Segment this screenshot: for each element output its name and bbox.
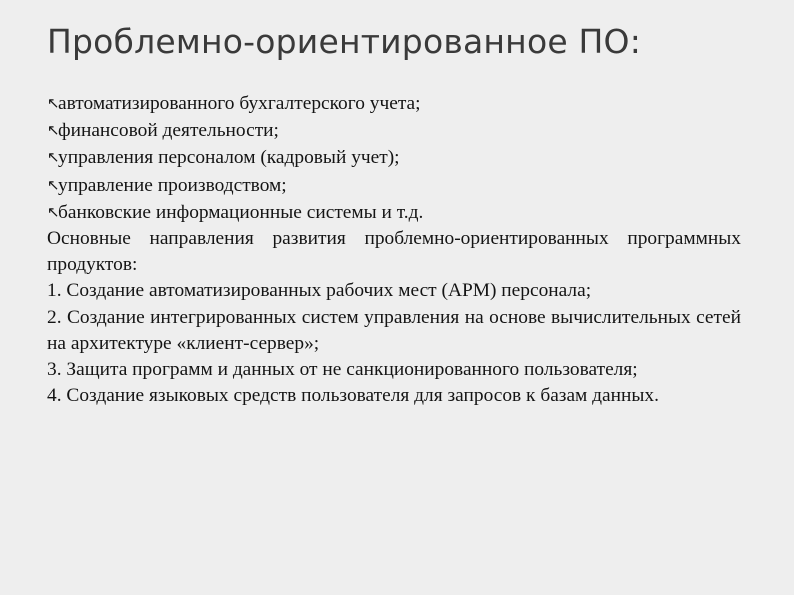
paragraph-directions-intro: Основные направления развития проблемно-ориентированных программных продуктов:	[47, 228, 741, 276]
bullet-text: финансовой деятельности;	[58, 120, 279, 142]
bullet-item	[47, 117, 741, 144]
arrow-bullet-icon: ↖	[47, 148, 60, 167]
bullet-text: управление производством;	[58, 174, 287, 196]
bullet-item	[47, 172, 741, 199]
bullet-item	[47, 90, 741, 117]
bullet-item	[47, 144, 741, 171]
arrow-bullet-icon: ↖	[47, 202, 60, 221]
arrow-bullet-icon: ↖	[47, 94, 60, 112]
paragraph-item-3: 3. Защита программ и данных от не санкционированного пользователя;	[47, 359, 638, 381]
arrow-bullet-icon: ↖	[47, 121, 60, 140]
paragraph-item-1: 1. Создание автоматизированных рабочих мест (АРМ) персонала;	[47, 280, 592, 302]
bullet-item	[47, 199, 741, 226]
bullet-text: банковские информационные системы и т.д.	[58, 201, 424, 223]
bullet-text: управления персоналом (кадровый учет);	[58, 147, 400, 169]
paragraph-item-2: 2. Создание интегрированных систем управления на основе вычислительных сетей на архитектуре «клиент-сервер»;	[47, 306, 741, 354]
arrow-bullet-icon: ↖	[47, 175, 60, 194]
slide-title: Проблемно-ориентированное ПО:	[47, 22, 642, 61]
paragraph-item-4: 4. Создание языковых средств пользователя для запросов к базам данных.	[47, 385, 659, 407]
bullet-text: автоматизированного бухгалтерского учета;	[58, 93, 421, 114]
slide-body	[47, 90, 741, 409]
